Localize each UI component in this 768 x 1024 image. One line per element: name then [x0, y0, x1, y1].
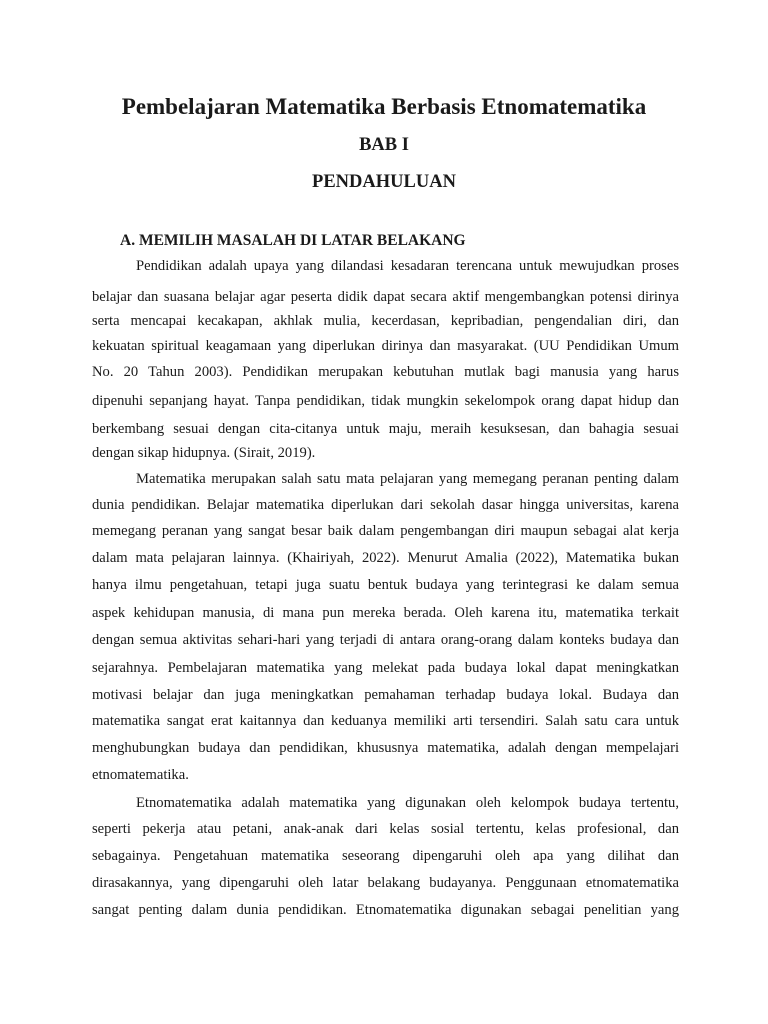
- paragraph-line: No. 20 Tahun 2003). Pendidikan merupakan kebutuhan mutlak bagi manusia yang harus: [92, 364, 679, 380]
- paragraph-line: Pendidikan adalah upaya yang dilandasi kesadaran terencana untuk mewujudkan proses: [136, 258, 679, 274]
- paragraph-line: seperti pekerja atau petani, anak-anak dari kelas sosial tertentu, kelas profesional, dan: [92, 821, 679, 837]
- section-heading: A. MEMILIH MASALAH DI LATAR BELAKANG: [120, 232, 466, 249]
- paragraph-line: Etnomatematika adalah matematika yang digunakan oleh kelompok budaya tertentu,: [136, 795, 679, 811]
- chapter-title: PENDAHULUAN: [312, 172, 456, 192]
- paragraph-line: hanya ilmu pengetahuan, tetapi juga suatu bentuk budaya yang terintegrasi ke dalam semua: [92, 577, 679, 593]
- paragraph-line: matematika sangat erat kaitannya dan keduanya memiliki arti tersendiri. Salah satu cara untuk: [92, 713, 679, 729]
- paragraph-line: Matematika merupakan salah satu mata pelajaran yang memegang peranan penting dalam: [136, 471, 679, 487]
- paragraph-line: etnomatematika.: [92, 767, 189, 783]
- paragraph-line: sebagainya. Pengetahuan matematika seseorang dipengaruhi oleh apa yang dilihat dan: [92, 848, 679, 864]
- paragraph-line: dengan semua aktivitas sehari-hari yang terjadi di antara orang-orang dalam konteks budaya dan: [92, 632, 679, 648]
- paragraph-line: berkembang sesuai dengan cita-citanya untuk maju, meraih kesuksesan, dan bahagia sesuai: [92, 421, 679, 437]
- paragraph-line: memegang peranan yang sangat besar baik dalam pengembangan diri maupun sebagai alat kerja: [92, 523, 679, 539]
- paragraph-line: sejarahnya. Pembelajaran matematika yang melekat pada budaya lokal dapat meningkatkan: [92, 660, 679, 676]
- chapter-label: BAB I: [359, 135, 409, 155]
- paragraph-line: sangat penting dalam dunia pendidikan. Etnomatematika digunakan sebagai penelitian yang: [92, 902, 679, 918]
- paragraph-line: kekuatan spiritual keagamaan yang diperlukan dirinya dan masyarakat. (UU Pendidikan Umum: [92, 338, 679, 354]
- paragraph-line: menghubungkan budaya dan pendidikan, khususnya matematika, adalah dengan mempelajari: [92, 740, 679, 756]
- paragraph-line: dirasakannya, yang dipengaruhi oleh latar belakang budayanya. Penggunaan etnomatematika: [92, 875, 679, 891]
- paragraph-line: dengan sikap hidupnya. (Sirait, 2019).: [92, 445, 316, 461]
- paragraph-line: aspek kehidupan manusia, di mana pun mereka berada. Oleh karena itu, matematika terkait: [92, 605, 679, 621]
- paragraph-line: dalam mata pelajaran lainnya. (Khairiyah, 2022). Menurut Amalia (2022), Matematika bukan: [92, 550, 679, 566]
- paragraph-line: motivasi belajar dan juga meningkatkan pemahaman terhadap budaya lokal. Budaya dan: [92, 687, 679, 703]
- paragraph-line: dipenuhi sepanjang hayat. Tanpa pendidikan, tidak mungkin sekelompok orang dapat hidup dan: [92, 393, 679, 409]
- paragraph-line: serta mencapai kecakapan, akhlak mulia, kecerdasan, kepribadian, pengendalian diri, dan: [92, 313, 679, 329]
- paragraph-line: belajar dan suasana belajar agar peserta didik dapat secara aktif mengembangkan potensi dirinya: [92, 289, 679, 305]
- document-title: Pembelajaran Matematika Berbasis Etnomatematika: [121, 94, 647, 119]
- paragraph-line: dunia pendidikan. Belajar matematika diperlukan dari sekolah dasar hingga universitas, karena: [92, 497, 679, 513]
